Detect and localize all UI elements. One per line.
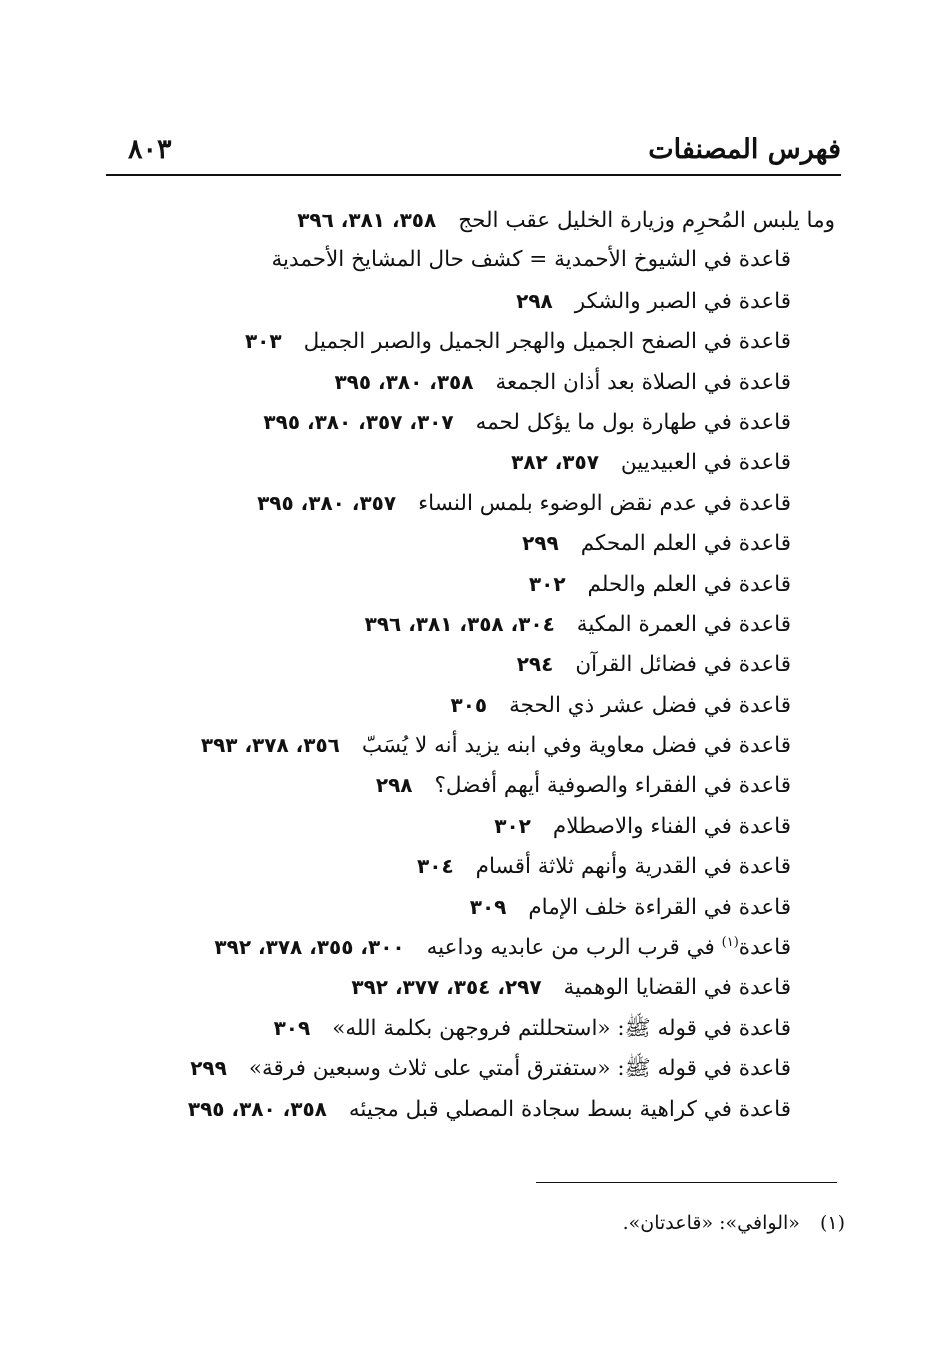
entry-title: قاعدة في القراءة خلف الإمام [528, 894, 791, 920]
footnote-marker: (١) [819, 1212, 845, 1234]
footnote [623, 1212, 845, 1234]
entry-pages: ٣٠٩ [469, 894, 507, 919]
entry-title: قاعدة في قوله ﷺ: «ستفترق أمتي على ثلاث وسبعين فرقة» [248, 1056, 791, 1082]
index-entry [120, 604, 835, 644]
entry-pages: ٣٠٢ [494, 813, 531, 838]
entry-title: قاعدة في العمرة المكية [576, 611, 791, 637]
index-entry [120, 564, 835, 604]
entry-pages: ٣٠٧، ٣٥٧، ٣٨٠، ٣٩٥ [263, 409, 454, 434]
entry-title: قاعدة في الصفح الجميل والهجر الجميل والصبر الجميل [303, 329, 791, 355]
entry-title: قاعدة في فضل معاوية وفي ابنه يزيد أنه لا يُسَبّ [361, 733, 791, 759]
index-entry [120, 644, 835, 684]
entry-pages: ٣٥٨، ٣٨٠، ٣٩٥ [187, 1096, 327, 1121]
entry-title: قاعدة في الشيوخ الأحمدية = كشف حال المشايخ الأحمدية [271, 247, 791, 273]
index-entry [120, 806, 835, 846]
entry-pages: ٣٥٧، ٣٨٢ [511, 450, 599, 475]
entry-pages: ٢٩٨ [516, 288, 553, 313]
entry-pages: ٢٩٧، ٣٥٤، ٣٧٧، ٣٩٢ [351, 975, 542, 1000]
entry-pages: ٣٠٤ [417, 854, 454, 879]
index-entry [120, 483, 835, 523]
entry-title: قاعدة في القدرية وأنهم ثلاثة أقسام [475, 854, 791, 880]
footnote-ref-marker: (١) [721, 934, 739, 950]
index-entry [120, 200, 835, 240]
index-entry [120, 927, 835, 967]
page-number: ٨٠٣ [128, 134, 172, 165]
entry-pages: ٣٠٣ [244, 329, 282, 354]
entry-title: قاعدة في الصلاة بعد أذان الجمعة [495, 369, 791, 395]
entry-pages: ٣٠٥ [450, 692, 488, 717]
entry-title: قاعدة في العلم المحكم [580, 531, 791, 557]
entry-pages: ٣٠٤، ٣٥٨، ٣٨١، ٣٩٦ [364, 611, 555, 636]
page-title: فهرس المصنفات [648, 134, 841, 165]
entry-pages: ٣٠٩ [273, 1015, 311, 1040]
index-entry [120, 402, 835, 442]
entry-pages: ٢٩٤ [516, 652, 554, 677]
entry-title: قاعدة في الصبر والشكر [574, 288, 791, 314]
index-entry [120, 1089, 835, 1129]
index-entry [120, 442, 835, 482]
footnote-text: «الوافي»: «قاعدتان». [622, 1212, 800, 1234]
index-entries [120, 200, 835, 1129]
entry-pages: ٣٥٦، ٣٧٨، ٣٩٣ [200, 733, 340, 758]
index-entry [120, 1008, 835, 1048]
index-entry [120, 240, 835, 280]
index-entry [120, 1048, 835, 1088]
entry-title: قاعدة في الفناء والاصطلام [552, 813, 791, 839]
entry-title: قاعدة في قوله ﷺ: «استحللتم فروجهن بكلمة الله» [332, 1015, 791, 1041]
entry-title: قاعدة في عدم نقض الوضوء بلمس النساء [418, 490, 791, 516]
index-entry [120, 362, 835, 402]
entry-pages: ٢٩٨ [375, 773, 413, 798]
index-entry [120, 321, 835, 361]
entry-pages: ٣٥٨، ٣٨٠، ٣٩٥ [334, 369, 474, 394]
entry-pages: ٣٥٨، ٣٨١، ٣٩٦ [297, 208, 437, 232]
entry-title: قاعدة في العلم والحلم [587, 571, 791, 597]
index-entry [120, 685, 835, 725]
index-entry [120, 725, 835, 765]
index-entry [120, 523, 835, 563]
entry-title: قاعدة في فضل عشر ذي الحجة [509, 692, 791, 718]
index-entry [120, 281, 835, 321]
index-entry [120, 846, 835, 886]
entry-title: قاعدة في فضائل القرآن [575, 652, 791, 678]
index-entry [120, 887, 835, 927]
entry-pages: ٣٠٠، ٣٥٥، ٣٧٨، ٣٩٢ [214, 935, 405, 960]
footnote-separator [536, 1182, 837, 1183]
entry-title: قاعدة في الفقراء والصوفية أيهم أفضل؟ [434, 773, 791, 799]
entry-title: قاعدة في طهارة بول ما يؤكل لحمه [475, 409, 791, 435]
entry-title: قاعدة في القضايا الوهمية [563, 975, 791, 1001]
entry-title-lead: قاعدة [738, 935, 791, 961]
entry-title: قاعدة في كراهية بسط سجادة المصلي قبل مجيئه [348, 1096, 791, 1122]
index-entry [120, 765, 835, 805]
entry-title: قاعدة في العبيديين [620, 450, 791, 476]
entry-pages: ٢٩٩ [522, 531, 559, 556]
entry-title-rest: في قرب الرب من عابديه وداعيه [426, 935, 722, 961]
entry-pages: ٣٠٢ [528, 571, 566, 596]
entry-pages: ٢٩٩ [190, 1056, 227, 1081]
page-header [106, 130, 841, 176]
entry-title: وما يلبس المُحرِم وزيارة الخليل عقب الحج [458, 208, 835, 233]
entry-pages: ٣٥٧، ٣٨٠، ٣٩٥ [257, 490, 397, 515]
index-entry [120, 967, 835, 1007]
